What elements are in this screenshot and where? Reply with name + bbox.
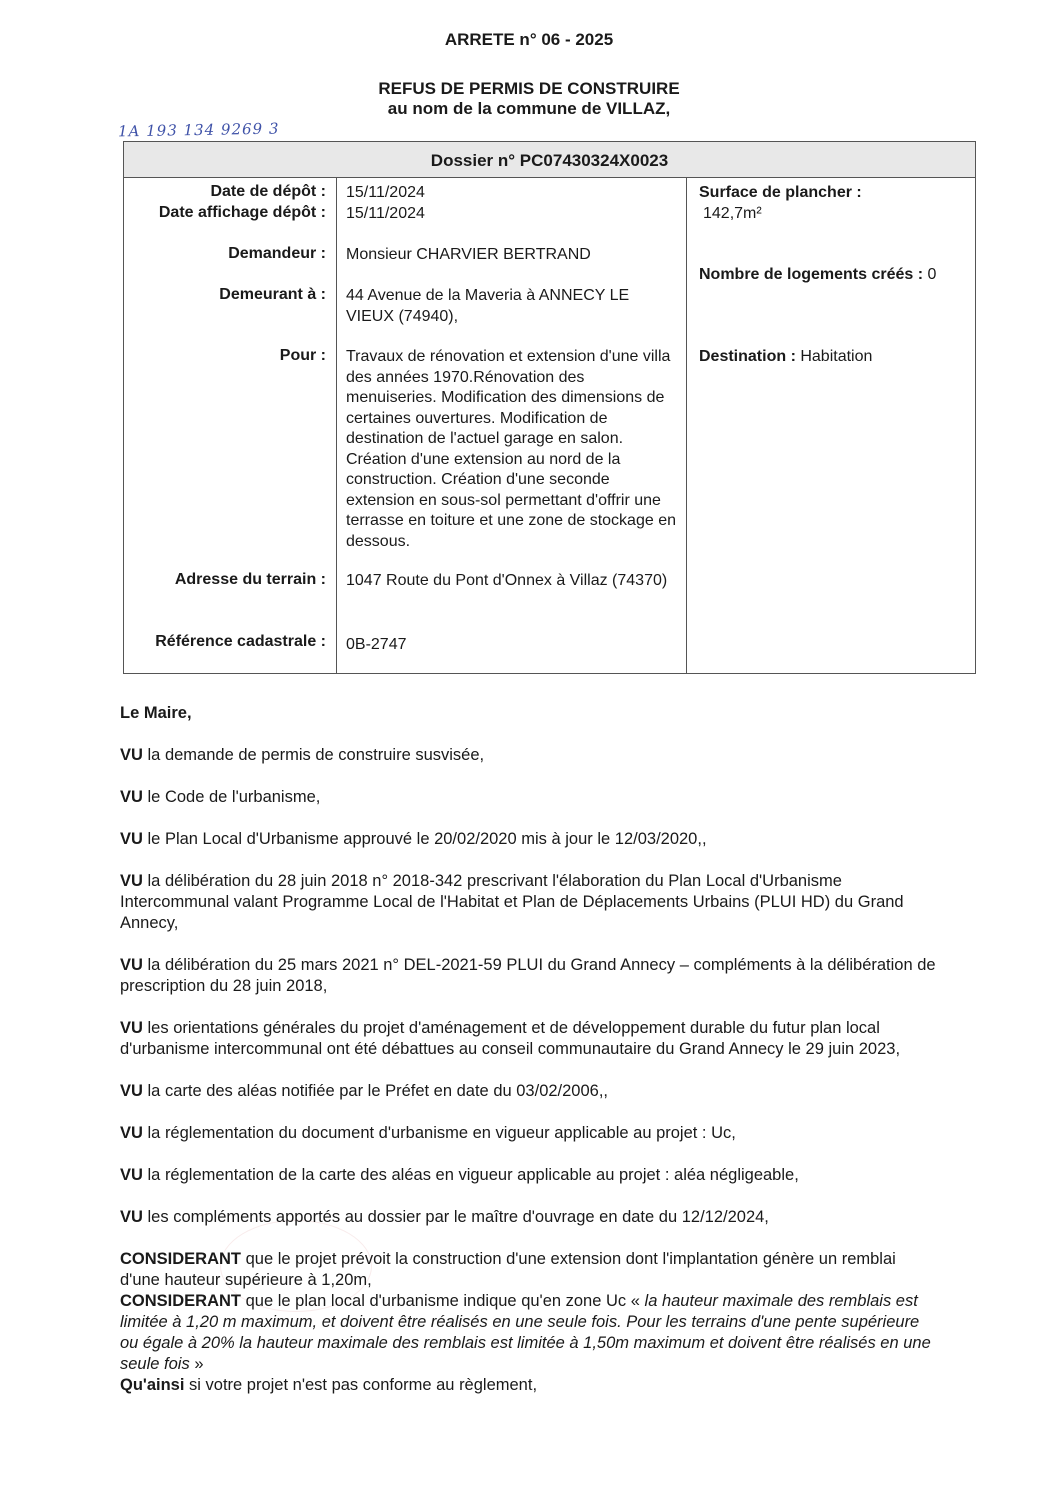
vu-paragraph: VU la réglementation du document d'urbanisme en vigueur applicable au projet : Uc, xyxy=(120,1124,736,1142)
vu-paragraph: VU la délibération du 28 juin 2018 n° 2018-342 prescrivant l'élaboration du Plan Local d'Urbanisme Intercommunal valant Programme Local de l'Habitat et Plan de Déplacements Urbains (PLUI HD) du Grand Annecy, xyxy=(120,872,904,932)
destination-value: Habitation xyxy=(800,348,873,365)
value-demandeur: Monsieur CHARVIER BERTRAND xyxy=(346,246,591,263)
dossier-title: Dossier n° PC07430324X0023 xyxy=(124,142,975,178)
value-date-depot: 15/11/2024 xyxy=(346,184,425,201)
label-pour: Pour : xyxy=(279,347,326,364)
vu-paragraph: VU le Plan Local d'Urbanisme approuvé le 20/02/2020 mis à jour le 12/03/2020,, xyxy=(120,830,707,848)
column-divider xyxy=(686,178,687,673)
handwritten-reference: 1A 193 134 9269 3 xyxy=(117,119,280,141)
logements-value: 0 xyxy=(927,266,937,283)
nombre-logements xyxy=(699,265,969,286)
surface-plancher xyxy=(699,183,969,224)
considerant-paragraph: CONSIDERANT que le plan local d'urbanisme indique qu'en zone Uc « la hauteur maximale des remblais est limitée à 1,20 m maximum, et doivent être réalisés en une seule fois. Pour les terrains d'une pente supérieure ou égale à 20% la hauteur maximale des remblais est limitée à 1,50m maximum et doivent être réalisés en une seule fois » xyxy=(120,1292,931,1373)
logements-label: Nombre de logements créés : xyxy=(699,266,924,283)
vu-paragraph: VU le Code de l'urbanisme, xyxy=(120,788,321,806)
quainsi-paragraph: Qu'ainsi si votre projet n'est pas conforme au règlement, xyxy=(120,1376,538,1394)
value-pour: Travaux de rénovation et extension d'une villa des années 1970.Rénovation des menuiseries. Modification des dimensions de certaines ouvertures. Modification de destination de l'actuel garage en salon. Création d'une extension au nord de la construction. Création d'une seconde extension en sous-sol permettant d'offrir une terrasse en toiture et une zone de stockage en dessous. xyxy=(346,348,676,550)
label-reference-cadastrale: Référence cadastrale : xyxy=(155,633,326,650)
maire-heading: Le Maire, xyxy=(120,704,192,722)
value-demeurant: 44 Avenue de la Maveria à ANNECY LE VIEUX (74940), xyxy=(346,287,630,325)
considerant-block xyxy=(120,1249,940,1396)
destination xyxy=(699,347,969,368)
vu-paragraph: VU la carte des aléas notifiée par le Préfet en date du 03/02/2006,, xyxy=(120,1082,609,1100)
document-subject: REFUS DE PERMIS DE CONSTRUIRE xyxy=(378,79,680,98)
column-divider xyxy=(336,178,337,673)
label-date-depot: Date de dépôt : xyxy=(210,183,326,200)
destination-label: Destination : xyxy=(699,348,796,365)
label-demeurant: Demeurant à : xyxy=(219,286,326,303)
vu-paragraph: VU les compléments apportés au dossier par le maître d'ouvrage en date du 12/12/2024, xyxy=(120,1208,769,1226)
vu-paragraph: VU la délibération du 25 mars 2021 n° DEL-2021-59 PLUI du Grand Annecy – compléments à la délibération de prescription du 28 juin 2018, xyxy=(120,956,936,995)
vu-paragraph: VU les orientations générales du projet d'aménagement et de développement durable du futur plan local d'urbanisme intercommunal ont été débattues au conseil communautaire du Grand Annecy le 29 juin 2023, xyxy=(120,1019,901,1058)
label-date-affichage: Date affichage dépôt : xyxy=(158,204,326,221)
surface-value: 142,7m² xyxy=(703,204,762,222)
vu-paragraph: VU la demande de permis de construire susvisée, xyxy=(120,746,485,764)
label-demandeur: Demandeur : xyxy=(228,245,326,262)
dossier-box xyxy=(123,141,976,674)
value-reference-cadastrale: 0B-2747 xyxy=(346,636,407,653)
considerant-paragraph: CONSIDERANT que le projet prévoit la construction d'une extension dont l'implantation génère un remblai d'une hauteur supérieure à 1,20m, xyxy=(120,1250,896,1289)
vu-paragraph: VU la réglementation de la carte des aléas en vigueur applicable au projet : aléa négligeable, xyxy=(120,1166,799,1184)
label-adresse-terrain: Adresse du terrain : xyxy=(174,571,326,588)
value-date-affichage: 15/11/2024 xyxy=(346,205,425,222)
surface-label: Surface de plancher : xyxy=(699,184,862,201)
document-body xyxy=(120,703,940,1396)
commune-line: au nom de la commune de VILLAZ, xyxy=(387,99,671,118)
arrete-number: ARRETE n° 06 - 2025 xyxy=(444,30,614,49)
value-adresse-terrain: 1047 Route du Pont d'Onnex à Villaz (74370) xyxy=(346,572,668,589)
